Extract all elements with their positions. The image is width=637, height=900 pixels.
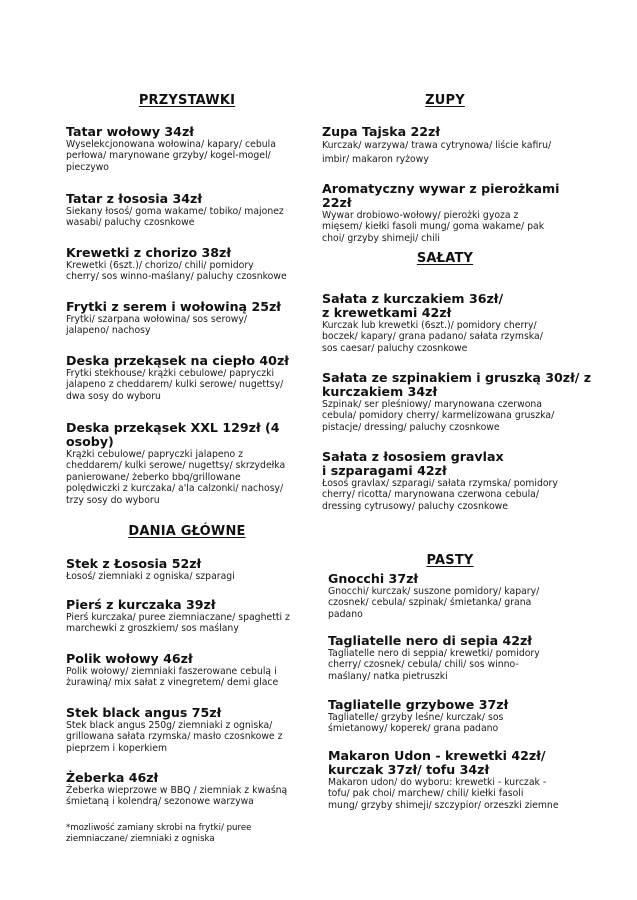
menu-item	[328, 572, 588, 620]
menu-item	[66, 192, 326, 229]
item-name: Polik wołowy 46zł	[66, 651, 193, 666]
menu-item	[66, 771, 326, 808]
item-description: Siekany łosoś/ goma wakame/ tobiko/ majonez wasabi/ paluchy czosnkowe	[66, 206, 284, 229]
menu-item	[66, 246, 326, 283]
item-description: Frytki stekhouse/ krążki cebulowe/ papryczki jalapeno z cheddarem/ kulki serowe/ nugettsy/ dwa sosy do wyboru	[66, 368, 284, 402]
item-description: Wywar drobiowo-wołowy/ pierożki gyoza z mięsem/ kiełki fasoli mung/ goma wakame/ pak choi/ grzyby shimeji/ chili	[322, 210, 545, 244]
menu-item	[322, 450, 592, 512]
item-description: Tagliatelle nero di seppia/ krewetki/ pomidory cherry/ czosnek/ cebula/ chili/ sos winno- maślany/ natka pietruszki	[328, 648, 540, 682]
menu-item	[66, 300, 326, 337]
item-name: Stek black angus 75zł	[66, 705, 222, 720]
menu-item	[66, 354, 326, 402]
item-name: Pierś z kurczaka 39zł	[66, 597, 216, 612]
item-name: Tatar wołowy 34zł	[66, 124, 194, 139]
item-name: Krewetki z chorizo 38zł	[66, 245, 232, 260]
item-description: Kurczak/ warzywa/ trawa cytrynowa/ liście kafiru/ imbir/ makaron ryżowy	[322, 140, 552, 165]
section-title-salaty: SAŁATY	[416, 251, 474, 266]
item-name: Zupa Tajska 22zł	[322, 124, 441, 139]
menu-item	[328, 749, 593, 811]
menu-item	[66, 125, 326, 173]
item-description: Krewetki (6szt.)/ chorizo/ chili/ pomidory cherry/ sos winno-maślany/ paluchy czosnkowe	[66, 260, 287, 283]
item-name: Tagliatelle grzybowe 37zł	[328, 697, 509, 712]
item-name: Tatar z łososia 34zł	[66, 191, 202, 206]
item-description: Łosoś gravlax/ szparagi/ sałata rzymska/ pomidory cherry/ ricotta/ marynowana czerwona cebula/ dressing cytrusowy/ paluchy czosnkowe	[322, 478, 558, 512]
menu-item	[322, 292, 582, 354]
item-description: Wyselekcjonowana wołowina/ kapary/ cebula perłowa/ marynowane grzyby/ kogel-mogel/ pieczywo	[66, 139, 276, 173]
item-description: Krążki cebulowe/ papryczki jalapeno z cheddarem/ kulki serowe/ nugettsy/ skrzydełka panierowane/ żeberko bbq/grillowane polędwiczki z kurczaka/ a'la calzonki/ nachosy/ trzy sosy do wyboru	[66, 449, 286, 506]
menu-item	[322, 125, 582, 167]
menu-item	[66, 557, 326, 582]
item-description: Polik wołowy/ ziemniaki faszerowane cebulą i żurawiną/ mix sałat z vinegretem/ demi glace	[66, 666, 279, 689]
item-description: Stek black angus 250g/ ziemniaki z ogniska/ grillowana sałata rzymska/ masło czosnkowe z pieprzem i koperkiem	[66, 720, 283, 754]
section-title-dania-glowne: DANIA GŁÓWNE	[128, 524, 246, 539]
section-title-pasty: PASTY	[426, 553, 474, 568]
menu-item	[328, 634, 588, 682]
item-description: Żeberka wieprzowe w BBQ / ziemniak z kwaśną śmietaną i kolendrą/ sezonowe warzywa	[66, 785, 288, 808]
item-name: Frytki z serem i wołowiną 25zł	[66, 299, 281, 314]
menu-item	[66, 652, 326, 689]
item-name: Gnocchi 37zł	[328, 571, 419, 586]
menu-item	[322, 371, 592, 433]
section-title-zupy: ZUPY	[425, 93, 465, 108]
item-name: Żeberka 46zł	[66, 770, 159, 785]
menu-item	[322, 182, 582, 244]
item-description: Pierś kurczaka/ puree ziemniaczane/ spaghetti z marchewki z groszkiem/ sos maślany	[66, 612, 290, 635]
item-description: Frytki/ szarpana wołowina/ sos serowy/ jalapeno/ nachosy	[66, 314, 248, 337]
item-description: Kurczak lub krewetki (6szt.)/ pomidory cherry/ boczek/ kapary/ grana padano/ sałata rzymska/ sos caesar/ paluchy czosnkowe	[322, 320, 543, 354]
item-name: Tagliatelle nero di sepia 42zł	[328, 633, 532, 648]
menu-item	[66, 706, 326, 754]
menu-item	[328, 698, 588, 735]
item-description: Gnocchi/ kurczak/ suszone pomidory/ kapary/ czosnek/ cebula/ szpinak/ śmietanka/ grana padano	[328, 586, 540, 620]
section-title-przystawki: PRZYSTAWKI	[138, 93, 236, 108]
item-name: Sałata z łososiem gravlax i szparagami 42zł	[322, 449, 504, 478]
item-name: Makaron Udon - krewetki 42zł/ kurczak 37zł/ tofu 34zł	[328, 748, 546, 777]
item-description: Szpinak/ ser pleśniowy/ marynowana czerwona cebula/ pomidory cherry/ karmelizowana gruszka/ pistacje/ dressing/ paluchy czosnkowe	[322, 399, 555, 433]
item-name: Deska przekąsek na ciepło 40zł	[66, 353, 289, 368]
item-description: Tagliatelle/ grzyby leśne/ kurczak/ sos śmietanowy/ koperek/ grana padano	[328, 712, 504, 735]
item-name: Sałata z kurczakiem 36zł/ z krewetkami 42zł	[322, 291, 504, 320]
menu-item	[66, 421, 326, 506]
item-name: Sałata ze szpinakiem i gruszką 30zł/ z kurczakiem 34zł	[322, 370, 592, 399]
item-description: Łosoś/ ziemniaki z ogniska/ szparagi	[66, 571, 235, 582]
item-description: Makaron udon/ do wyboru: krewetki - kurczak - tofu/ pak choi/ marchew/ chili/ kiełki fasoli mung/ grzyby shimeji/ szczypior/ orzeszki ziemne	[328, 777, 559, 811]
item-name: Deska przekąsek XXL 129zł (4 osoby)	[66, 420, 280, 449]
footnote: *mozliwość zamiany skrobi na frytki/ puree ziemniaczane/ ziemniaki z ogniska	[66, 823, 252, 844]
menu-item	[66, 598, 326, 635]
item-name: Stek z Łososia 52zł	[66, 556, 202, 571]
item-name: Aromatyczny wywar z pierożkami 22zł	[322, 181, 560, 210]
